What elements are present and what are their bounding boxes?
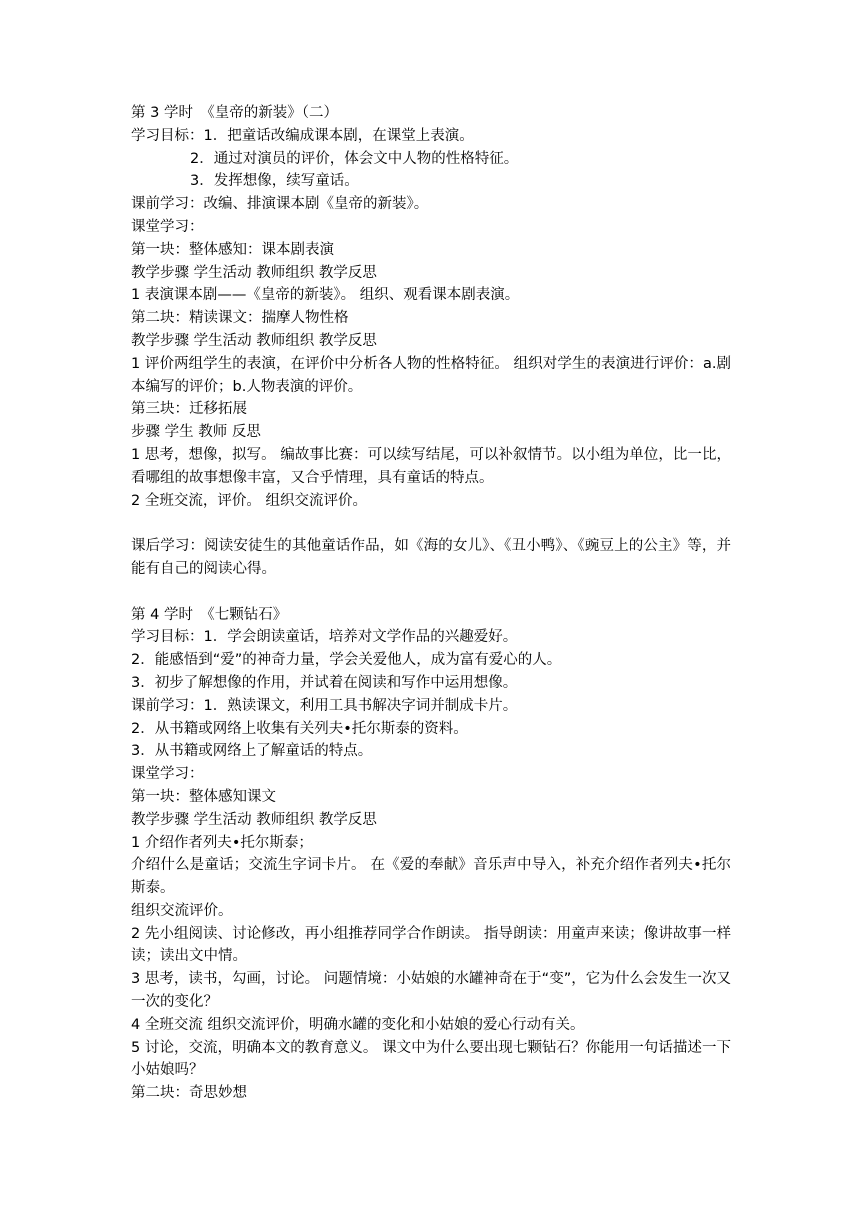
section3-goal-1: 学习目标：1．把童话改编成课本剧，在课堂上表演。 [131,127,474,144]
section3-title: 第 3 学时 《皇帝的新装》（二） [131,105,338,121]
section3-class-study: 课堂学习： [131,218,204,235]
section4-step-1-eval: 组织交流评价。 [131,902,233,919]
section4-pre-2: 2．从书籍或网络上收集有关列夫•托尔斯泰的资料。 [131,720,468,737]
section4-goal-3: 3．初步了解想像的作用，并试着在阅读和写作中运用想像。 [131,674,518,691]
spacer [131,581,731,604]
section3-block3-step2: 2 全班交流，评价。 组织交流评价。 [131,492,367,509]
section4-step-1-detail: 介绍什么是童话；交流生字词卡片。 在《爱的奉献》音乐声中导入，补充介绍作者列夫•托尔斯泰。 [131,857,731,897]
section4-class-study: 课堂学习： [131,766,204,783]
section4-block1-title: 第一块：整体感知课文 [131,788,276,805]
section4-step-3: 3 思考，读书，勾画，讨论。 问题情境：小姑娘的水罐神奇在于“变”，它为什么会发生一次又一次的变化？ [131,971,731,1011]
section4-goal-2: 2．能感悟到“爱”的神奇力量，学会关爱他人，成为富有爱心的人。 [131,652,562,669]
section4-step-1: 1 介绍作者列夫•托尔斯泰； [131,834,313,851]
section3-pre-study: 课前学习：改编、排演课本剧《皇帝的新装》。 [131,196,429,213]
section3-goal-3: 3．发挥想像，续写童话。 [190,173,359,190]
spacer [131,512,731,535]
document-body [131,102,731,1105]
section4-block1-header: 教学步骤 学生活动 教师组织 教学反思 [131,811,377,828]
section3-block3-title: 第三块：迁移拓展 [131,401,247,418]
section4-pre-1: 课前学习：1．熟读课文，利用工具书解决字词并制成卡片。 [131,697,518,714]
section4-pre-3: 3．从书籍或网络上了解童话的特点。 [131,743,373,760]
section3-block1-header: 教学步骤 学生活动 教师组织 教学反思 [131,264,377,281]
section3-block2-header: 教学步骤 学生活动 教师组织 教学反思 [131,332,377,349]
section4-step-5: 5 讨论，交流，明确本文的教育意义。 课文中为什么要出现七颗钻石？你能用一句话描述一下小姑娘吗？ [131,1039,731,1079]
section3-block1-title: 第一块：整体感知：课本剧表演 [131,241,334,258]
section3-block3-step1: 1 思考，想像，拟写。 编故事比赛：可以续写结尾，可以补叙情节。以小组为单位，比一比，看哪组的故事想像丰富，又合乎情理，具有童话的特点。 [131,446,731,486]
section3-block1-step1: 1 表演课本剧——《皇帝的新装》。 组织、观看课本剧表演。 [131,287,520,304]
section3-block3-header: 步骤 学生 教师 反思 [131,424,261,441]
section4-block2-title: 第二块：奇思妙想 [131,1085,247,1102]
section4-goal-1: 学习目标：1．学会朗读童话，培养对文学作品的兴趣爱好。 [131,629,518,646]
section3-goal-2: 2．通过对演员的评价，体会文中人物的性格特征。 [190,150,519,167]
section4-step-2: 2 先小组阅读、讨论修改，再小组推荐同学合作朗读。 指导朗读：用童声来读；像讲故事一样读；读出文中情。 [131,925,731,965]
section3-block2-title: 第二块：精读课文：揣摩人物性格 [131,310,349,327]
section4-step-4: 4 全班交流 组织交流评价，明确水罐的变化和小姑娘的爱心行动有关。 [131,1016,585,1033]
section3-block2-step1: 1 评价两组学生的表演，在评价中分析各人物的性格特征。 组织对学生的表演进行评价：a.剧本编写的评价；b.人物表演的评价。 [131,355,731,395]
section4-title: 第 4 学时 《七颗钻石》 [131,606,288,623]
section3-post-study: 课后学习：阅读安徒生的其他童话作品，如《海的女儿》、《丑小鸭》、《豌豆上的公主》等，并能有自己的阅读心得。 [131,538,731,577]
